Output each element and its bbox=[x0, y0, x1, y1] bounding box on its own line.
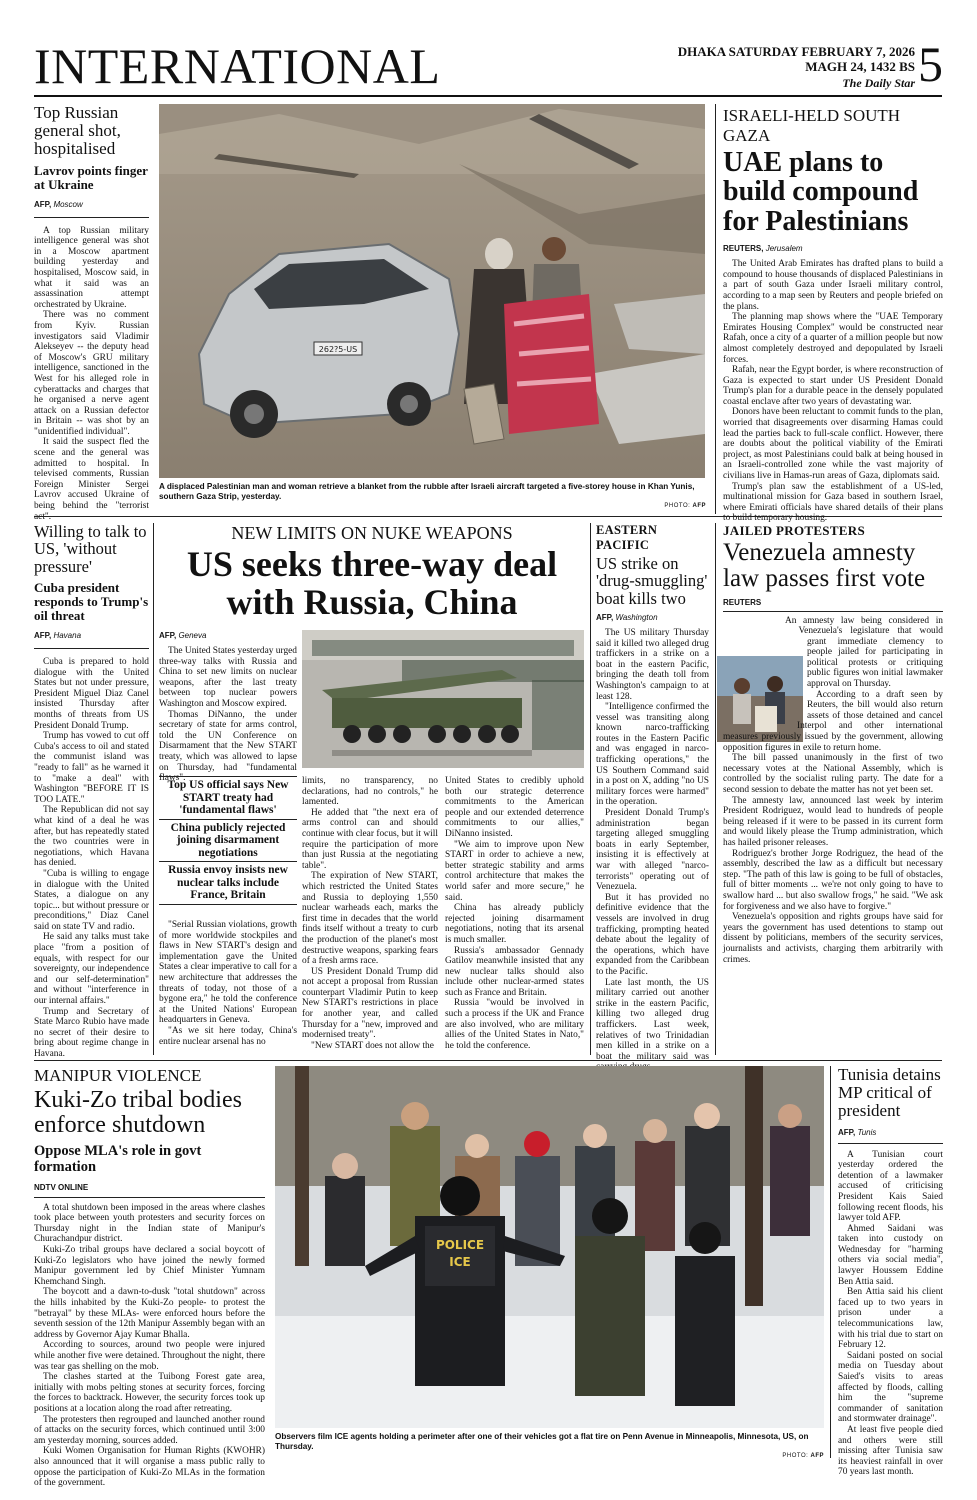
vest-ice-text: ICE bbox=[449, 1255, 471, 1269]
kicker: ISRAELI-HELD SOUTH GAZA bbox=[723, 106, 901, 145]
nuke-column-2: limits, no transparency, no declarations, had no controls," he lamented. He added that "the next era of arms control can and should continue with clear focus, but it will require the participation of more than just Russia at the negotiating table". The expiration of New START, which restricted the United States and Russia to deploying 1,550 nuclear warheads each, marks the first time in decades that the world finds itself without a treaty to curb the production of the planet's most destructive weapons, sparking fears of a fresh arms race. US President Donald Trump did not accept a proposal from Russian counterpart Vladimir Putin to keep New START's restrictions in place for another year, and called Thursday for a "new, improved and modernised treaty". "New START does not allow the bbox=[302, 776, 438, 1051]
headline: Kuki-Zo tribal bodies enforce shutdown bbox=[34, 1087, 242, 1139]
byline: AFP, Washington bbox=[596, 612, 658, 622]
vest-police-text: POLICE bbox=[435, 1238, 485, 1252]
kicker: EASTERN PACIFIC bbox=[596, 523, 658, 552]
pull-quote-1: Top US official says New START treaty had 'fundamental flaws' bbox=[167, 779, 289, 816]
page-number: 5 bbox=[918, 36, 943, 92]
nuke-column-3: United States to credibly uphold both our strategic deterrence commitments to the American people and our extended deterrence commitments to our allies," DiNanno insisted. "We aim to improve upon New START in order to achieve a new, better strategic stability and arms control architecture that makes the world safer and more secure," he said. China has already publicly rejected joining disarmament negotiations, noting that its arsenal is much smaller. Russia's ambassador Gennady Gatilov meanwhile insisted that any new nuclear talks should also include other nuclear-armed states such as France and Britain. Russia "would be involved in such a process if the UK and France are also involved, who are military allies of the United States in Nato," he told the conference. bbox=[445, 776, 584, 1051]
car-plate: 262?5-US bbox=[318, 345, 358, 354]
nuke-headline: US seeks three-way deal with Russia, China bbox=[186, 544, 558, 622]
article-body: A total shutdown been imposed in the areas where clashes took place between youth protesters and security forces on Thursday night in the Indian state of Manipur's Churachandpur district. Kuki-Zo tribal groups have declared a social boycott of Kuki-Zo legislators who have joined the newly formed Manipur government led by Chief Minister Yumnam Khemchand Singh. The boycott and a dawn-to-dusk "total shutdown" across the hills inhabited by the Kuki-Zo people- to protest the "betrayal" by these MLAs- were enforced hours before the seventh session of the 12th Manipur Assembly began with an address by Governor Ajay Kumar Bhalla. According to sources, around two people were injured while another five were detained. Throughout the night, there was tear gas shelling on the mob. The clashes started at the Tuibong Forest gate area, initially with mobs pelting stones at security forces, forcing the forces to backtrack. However, the security forces took up positions at a location along the road after retreating. The protesters then regrouped and launched another round of attacks on the security forces, which continued until 3:00 am yesterday morning, sources added. Kuki Women Organisation for Human Rights (KWOHR) also announced that it will organise a mass public rally to oppose the participation of Kuki-Zo MLAs in the formation of the government. bbox=[34, 1202, 265, 1489]
headline: Tunisia detains MP critical of president bbox=[838, 1065, 941, 1120]
kicker: JAILED PROTESTERS bbox=[723, 523, 865, 538]
article-body: Cuba is prepared to hold dialogue with the United States but not under pressure, President Miguel Diaz Canel insisted Thursday after months of threats from US President Donald Trump. Trump has vowed to cut off Cuba's access to oil and stated the communist island was "ready to fall" as he warned it to "make a deal" with Washington "BEFORE IT IS TOO LATE." The Republican did not say what kind of a deal he was after, but has repeatedly stated the two countries were in negotiations, which Havana has denied. "Cuba is willing to engage in dialogue with the United States, a dialogue on any topic... but without pressure or preconditions," Diaz Canel said on state TV and radio. He said any talks must take place "from a position of equals, with respect for our sovereignty, our independence and our self-determination" and without "interference in our internal affairs." Trump and Secretary of State Marco Rubio have made no secret of their desire to bring about regime change in Havana. bbox=[34, 657, 149, 1059]
byline: REUTERS bbox=[723, 597, 762, 607]
article-body: The US military Thursday said it killed two alleged drug traffickers in a strike on a boat in the eastern Pacific, bringing the death toll from Washington's campaign to at least 128. "Intelligence confirmed the vessel was transiting along known narco-trafficking routes in the Eastern Pacific and was engaged in narco-trafficking operations," the US Southern Command said in a post on X, adding "no US military forces were harmed" in the operation. President Donald Trump's administration began targeting alleged smuggling boats in early September, insisting it is effectively at war with alleged "narco-terrorists" operating out of Venezuela. But it has provided no definitive evidence that the vessels are involved in drug trafficking, prompting heated debate about the legality of the operations, which have expanded from the Caribbean to the Pacific. Late last month, the US military carried out another strike in the eastern Pacific, killing two alleged drug traffickers. Last week, relatives of two Trinidadian men killed in a strike on a boat the military said was bbox=[596, 627, 709, 1062]
section-title: INTERNATIONAL bbox=[34, 38, 441, 94]
byline: AFP, Tunis bbox=[838, 1127, 877, 1137]
masthead-rule bbox=[34, 95, 942, 97]
pull-quote-3: Russia envoy insists new nuclear talks include France, Britain bbox=[168, 864, 288, 901]
missile-parade-illustration bbox=[302, 630, 584, 768]
pacific-article bbox=[596, 523, 709, 1062]
nuke-kicker: NEW LIMITS ON NUKE WEAPONS bbox=[231, 523, 513, 543]
headline: Top Russian general shot, hospitalised bbox=[34, 103, 121, 158]
uae-article bbox=[723, 106, 943, 524]
article-body: A top Russian military intelligence general was shot in a Moscow apartment building yesterday and hospitalised, Moscow said, in what it said was an assassination attempt orchestrated by Ukraine. There was no comment from Kyiv. Russian investigators said Vladimir Alekseyev -- the deputy head of Moscow's GRU military intelligence, sanctioned in the West for his alleged role in cyberattacks and charges that he organised a nerve agent attack on a Russian defector in Britain -- was shot by an "unidentified individual". It said the suspect fled the scene and the general was admitted to hospital. In televised comments, Russian Foreign Minister Sergei Lavrov accused Ukraine of being behind the "terrorist act". bbox=[34, 225, 149, 522]
nuke-intro: The United States yesterday urged three-way talks with Russia and China to set new limits on nuclear weapons, after the last treaty between top nuclear powers Washington and Moscow expired. Thomas DiNanno, the under secretary of state for arms control, told the UN Conference on Disarmament that the New START treaty, which was allowed to lapse on Thursday, had "fundamental flaws". bbox=[159, 646, 297, 784]
gaza-rubble-photo bbox=[159, 104, 705, 478]
headline: Venezuela amnesty law passes first vote bbox=[723, 539, 926, 593]
protest-circle-photo bbox=[717, 656, 803, 742]
cuba-article bbox=[34, 522, 149, 1059]
nuke-byline: AFP, Geneva bbox=[159, 631, 207, 640]
byline: REUTERS, Jerusalem bbox=[723, 244, 803, 254]
article-body: The United Arab Emirates has drafted plans to build a compound to house thousands of displaced Palestinians in a part of south Gaza under Israeli military control, according to a map seen by Reuters and people briefed on the plans. The planning map shows where the "UAE Temporary Emirates Housing Complex" would be constructed near Rafah, once a city of a quarter of a million people but now almost completely destroyed and depopulated by Israeli forces. Rafah, near the Egypt border, is where reconstruction of Gaza is expected to start under US President Donald Trump's plan for a durable peace in the densely populated coastal enclave after two years of devastating war. Donors have been reluctant to commit funds to the plan, worried that disagreements over disarming Hamas could lead the parties back to full-scale conflict. However, there are doubts about the political viability of the Emirati project, as most Palestinians could balk at being housed in an Israeli-controlled zone while the vast majority of civilians live in Hamas-run areas of Gaza, diplomats said. Trump's plan saw the establishment of a US-led, multinational mission for Gaza based in southern Israel, where Emirati officials have shared details of their plans to build temporary housing. bbox=[723, 259, 943, 524]
manipur-article bbox=[34, 1066, 265, 1489]
missile-parade-photo bbox=[302, 630, 584, 768]
pull-quote-2: China publicly rejected joining disarmament negotiations bbox=[170, 821, 286, 859]
article-body: An amnesty law being considered in Venezuela's legislature that would grant immediate clemency to people jailed for participating in political protests or critiquing public figures won initial lawmaker approval on Thursday. According to a draft seen by Reuters, the bill would also return assets of those detained and cancel Interpol and other international measures previously issued by the government, allowing opposition figures in exile to return home. The bill passed unanimously in the first of two necessary votes at the National Assembly, which is controlled by the socialist ruling party. The date for a second session to debate the matter has not yet been set. The amnesty law, announced last week by interim President Rodriguez, would lead to hundreds of people being released if it were to be passed in its current form and would likely please the Trump administration, which has hailed prisoner releases. Rodriguez's brother Jorge Rodriguez, the head of the assembly, described the law as a difficult but necessary step. "The path of this law is going to be full of obstacles, full of bitter moments ... we're not only going to have to swallow hard ... but also swallow frogs," he said. "We ask for forgiveness and we also have to forgive." Venezuela's opposition and rights groups have said for years the government has used detentions to stamp out dissent by politicians, members of the security services, journalists and activists, charging them arbitrarily with crimes. bbox=[723, 616, 943, 966]
headline: Willing to talk to US, 'without pressure' bbox=[34, 522, 147, 576]
ice-photo-caption: Observers film ICE agents holding a perimeter after one of their vehicles got a flat tire on Penn Avenue in Minneapolis, Minnesota, US, on Thursday. bbox=[275, 1432, 809, 1451]
headline: UAE plans to build compound for Palestinians bbox=[723, 147, 919, 237]
deck: Cuba president responds to Trump's oil threat bbox=[34, 579, 149, 623]
russia-general-article bbox=[34, 103, 149, 522]
tunisia-article bbox=[838, 1065, 943, 1478]
nuke-column-1: "Serial Russian violations, growth of more worldwide stockpiles and flaws in New START's design and implementation gave the United States a clear imperative to call for a new architecture that addresses the threats of today, not those of a bygone era," he told the conference at the United Nations' European headquarters in Geneva. "As we sit here today, China's entire nuclear arsenal has no bbox=[159, 920, 297, 1047]
ice-agents-photo bbox=[275, 1066, 824, 1428]
ice-photo-credit: PHOTO: AFP bbox=[782, 1453, 824, 1459]
kicker: MANIPUR VIOLENCE bbox=[34, 1066, 202, 1085]
gaza-photo-illustration bbox=[159, 104, 705, 478]
ice-photo-illustration bbox=[275, 1066, 824, 1428]
date-gregorian: DHAKA SATURDAY FEBRUARY 7, 2026 bbox=[677, 44, 915, 59]
nuke-pull-quotes bbox=[159, 776, 297, 901]
gaza-photo-caption: A displaced Palestinian man and woman retrieve a blanket from the rubble after Israeli aircraft targeted a five-storey house in Khan Yunis, southern Gaza Strip, yesterday. bbox=[159, 482, 695, 501]
newspaper-name: The Daily Star bbox=[842, 76, 915, 90]
byline: NDTV ONLINE bbox=[34, 1182, 89, 1192]
headline: US strike on 'drug-smuggling' boat kills two bbox=[596, 554, 708, 608]
byline: AFP, Havana bbox=[34, 631, 82, 641]
deck: Oppose MLA's role in govt formation bbox=[34, 1143, 202, 1176]
masthead-date bbox=[678, 44, 915, 74]
deck: Lavrov points finger at Ukraine bbox=[34, 162, 148, 192]
venezuela-article bbox=[723, 523, 943, 1055]
byline: AFP, Moscow bbox=[34, 199, 83, 209]
article-body: A Tunisian court yesterday ordered the detention of a lawmaker accused of criticising President Kais Saied following recent floods, his lawyer told AFP. Ahmed Saidani was taken into custody on Wednesday for "harming others via social media", lawyer Houssem Eddine Ben Attia said. Ben Attia said his client faced up to two years in prison under a telecommunications law, with his trial due to start on February 12. Saidani posted on social media on Tuesday about Saied's visits to areas affected by floods, calling him the "supreme commander of sanitation and stormwater drainage". At least five people died and others were still missing after Tunisia saw its heaviest rainfall in over 70 years last month. bbox=[838, 1149, 943, 1478]
gaza-photo-credit: PHOTO: AFP bbox=[664, 503, 706, 509]
date-bangla: MAGH 24, 1432 BS bbox=[805, 59, 915, 74]
